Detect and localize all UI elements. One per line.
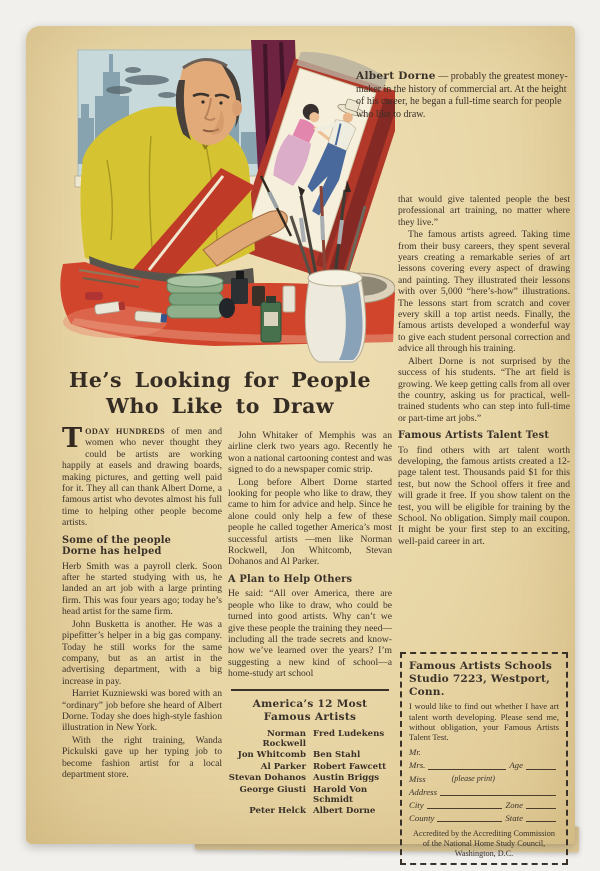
field-miss bbox=[409, 774, 559, 784]
field-label: County bbox=[409, 813, 435, 824]
field-address bbox=[409, 787, 559, 797]
paragraph: Albert Dorne is not surprised by the success of his students. “The art field is growing. We keep getting calls from all over the country, asking us for practical, well-trained students who can step into full-time or part-time art jobs.” bbox=[398, 355, 570, 424]
field-label: Mr. bbox=[409, 747, 421, 758]
field-label: Zone bbox=[505, 800, 523, 811]
artist-row bbox=[228, 785, 392, 805]
state-blank-line bbox=[526, 813, 556, 822]
coupon-title bbox=[409, 660, 559, 698]
artist-name: Austin Briggs bbox=[313, 773, 380, 784]
caption bbox=[356, 70, 572, 121]
field-mrs-age bbox=[409, 760, 559, 770]
field-label: Address bbox=[409, 786, 438, 797]
column-middle bbox=[228, 430, 392, 818]
famous-artists-list bbox=[228, 729, 392, 817]
field-label: Mrs. bbox=[409, 760, 426, 771]
artist-name: Ben Stahl bbox=[313, 750, 361, 761]
artist-name: Al Parker bbox=[260, 761, 306, 772]
artist-row bbox=[228, 750, 392, 760]
zone-blank-line bbox=[526, 800, 556, 809]
headline bbox=[44, 367, 396, 419]
intro-text: of men and women who never thought they could be artists are working happily at easels and drawing boards, making pictures, and getting well paid for it. They all can thank Albert Dorne, a famous artist who devotes almost his full time to helping other people become artists. bbox=[62, 426, 223, 529]
artist-row bbox=[228, 806, 392, 816]
field-label: Miss bbox=[409, 773, 426, 784]
artist-name: Norman Rockwell bbox=[262, 728, 306, 749]
city-blank-line bbox=[427, 800, 503, 809]
paragraph: that would give talented people the best professional art training, no matter where they live.” bbox=[398, 194, 570, 228]
name-blank-line bbox=[428, 761, 506, 770]
paragraph: Long before Albert Dorne started looking for people who like to draw, they came to him for advice and help. Since he alone could only help a few of these people he called together America’s most successful artists —men like Norman Rockwell, Jon Whitcomb, Stevan Dohanos and Al Parker. bbox=[228, 476, 392, 568]
field-county-state bbox=[409, 813, 559, 823]
cover-illustration bbox=[55, 40, 395, 370]
paragraph: The famous artists agreed. Taking time from their busy careers, they spent several years creating a remarkable series of art lessons covering every aspect of drawing and painting. They illustrated their lessons with over 5,000 “here’s-how” illustrations. The lessons start from scratch and cover every skill a top artist needs. Finally, the famous artists developed a wonderful way to give each student personal correction and advice all through his training. bbox=[398, 229, 570, 355]
accreditation-note: Accredited by the Accrediting Commission of the National Home Study Council, Washington, D.C. bbox=[413, 829, 555, 858]
column-right bbox=[398, 194, 570, 548]
paragraph: With the right training, Wanda Pickulski gave up her typing job to become fashion artist for a local department store. bbox=[62, 734, 222, 780]
coupon-address-line: Studio 7223, Westport, Conn. bbox=[409, 672, 550, 698]
section-heading bbox=[62, 535, 222, 558]
field-label: Age bbox=[509, 760, 523, 771]
artist-name: Stevan Dohanos bbox=[228, 773, 306, 784]
drop-cap: T bbox=[62, 423, 83, 454]
section-heading: A Plan to Help Others bbox=[228, 573, 353, 585]
address-blank-line bbox=[440, 787, 556, 796]
paragraph: To find others with art talent worth developing, the famous artists created a 12-page talent test. Thousands paid $1 for this test, but now the School offers it free and will grade it free. If you show talent on the test, you will be eligible for training by the School. No obligation. Simply mail coupon. It might be your first step to an exciting, well-paid career in art. bbox=[398, 444, 570, 547]
artist-name: Albert Dorne bbox=[313, 806, 376, 817]
field-label: City bbox=[409, 800, 424, 811]
famous-artists-title bbox=[228, 698, 392, 724]
coupon-body: I would like to find out whether I have art talent worth developing. Please send me, without obligation, your Famous Artists Talent Test. bbox=[409, 701, 559, 742]
paragraph: Harriet Kuzniewski was bored with an “ordinary” job before she heard of Albert Dorne. Today she does high-style fashion illustration in New York. bbox=[62, 688, 222, 734]
headline-line1: He’s Looking for People bbox=[68, 368, 372, 392]
county-blank-line bbox=[437, 813, 502, 822]
rule-divider bbox=[231, 689, 388, 691]
column-left bbox=[62, 423, 223, 781]
please-print-note: (please print) bbox=[451, 773, 495, 783]
artist-name: Jon Whitcomb bbox=[237, 750, 306, 761]
age-blank-line bbox=[526, 761, 556, 770]
paragraph: John Busketta is another. He was a pipefitter’s helper in a big gas company. Today he still works for the same company, but as an artist in the advertising department, with a big increase in pay. bbox=[62, 618, 222, 687]
section-heading: Famous Artists Talent Test bbox=[398, 430, 550, 442]
artist-row bbox=[228, 729, 392, 749]
famous-title-line2: Famous Artists bbox=[263, 710, 357, 723]
heading-line1: Some of the people bbox=[62, 534, 172, 546]
coupon-school-name: Famous Artists Schools bbox=[409, 660, 552, 672]
headline-line2: Who Like to Draw bbox=[105, 394, 335, 418]
lead-in: ODAY HUNDREDS bbox=[85, 427, 166, 436]
artist-name: Robert Fawcett bbox=[313, 761, 387, 772]
paragraph: He said: “All over America, there are people who like to draw, who could be turned into good artists. Why can’t we give these people the training they need—including all the trade secrets and know-how we’ve learned over the years? I’m suggesting a new kind of school—a home-study art school bbox=[228, 588, 392, 680]
paragraph: John Whitaker of Memphis was an airline clerk two years ago. Recently he won a national cartooning contest and was signed to do a newspaper comic strip. bbox=[228, 430, 392, 476]
field-label: State bbox=[505, 813, 523, 824]
caption-name: Albert Dorne bbox=[356, 70, 436, 82]
artist-row bbox=[228, 762, 392, 772]
mail-in-coupon bbox=[400, 652, 568, 865]
artist-name: Fred Ludekens bbox=[313, 728, 385, 739]
paragraph: Herb Smith was a payroll clerk. Soon after he started studying with us, he landed an art job with a large printing firm. This was four years ago; today he’s head artist for the same firm. bbox=[62, 560, 222, 618]
caption-text: — probably the greatest money-maker in the history of commercial art. At the height of his career, he began a full-time search for people who like to draw. bbox=[356, 71, 568, 120]
paint-tins bbox=[167, 275, 223, 318]
artist-row bbox=[228, 773, 392, 783]
magazine-page bbox=[26, 26, 575, 858]
intro-paragraph bbox=[62, 423, 223, 529]
artist-name: George Giusti bbox=[239, 784, 306, 795]
field-city-zone bbox=[409, 800, 559, 810]
brush-jar bbox=[305, 270, 365, 362]
field-mr bbox=[409, 747, 559, 757]
artist-name: Harold Von Schmidt bbox=[313, 784, 368, 805]
artist-name: Peter Helck bbox=[249, 806, 306, 817]
heading-line2: Dorne has helped bbox=[62, 546, 162, 558]
famous-title-line1: America’s 12 Most bbox=[252, 697, 368, 710]
